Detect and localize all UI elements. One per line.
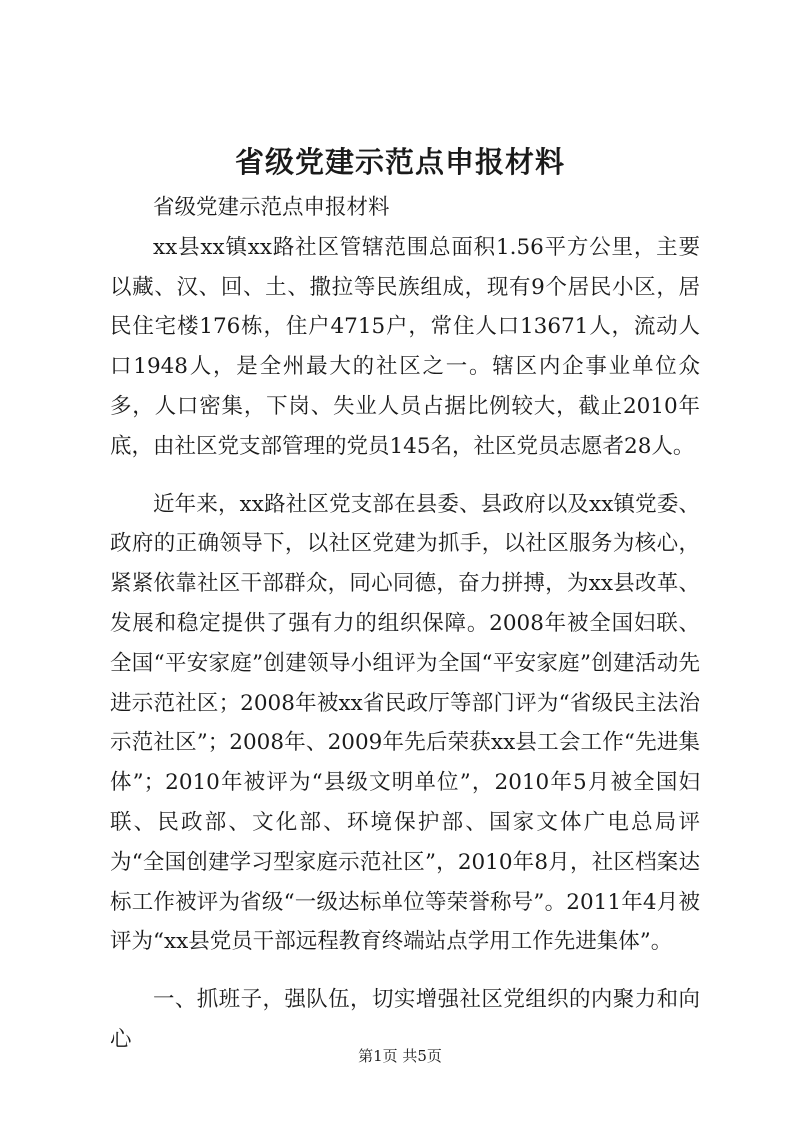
paragraph-subtitle: 省级党建示范点申报材料 [153, 195, 390, 220]
page-indicator: 第1页 共5页 [358, 1047, 442, 1065]
paragraph-achievements: 近年来，xx路社区党支部在县委、县政府以及xx镇党委、政府的正确领导下，以社区党建为抓手，以社区服务为核心，紧紧依靠社区干部群众，同心同德，奋力拼搏，为xx县改革、发展和稳定提供了强有力的组织保障。2008年被全国妇联、全国“平安家庭”创建领导小组评为全国“平安家庭”创建活动先进示范社区；2008年被xx省民政厅等部门评为“省级民主法治示范社区”；2008年、2009年先后荣获xx县工会工作“先进集体”；2010年被评为“县级文明单位”，2010年5月被全国妇联、民政部、文化部、环境保护部、国家文体广电总局评为“全国创建学习型家庭示范社区”，2010年8月，社区档案达标工作被评为省级“一级达标单位等荣誉称号”。2011年4月被评为“xx县党员干部远程教育终端站点学用工作先进集体”。 [110, 491, 700, 955]
document-body [110, 188, 700, 1060]
paragraph-section-heading: 一、抓班子，强队伍，切实增强社区党组织的内聚力和向心 [110, 987, 700, 1052]
document-title: 省级党建示范点申报材料 [234, 145, 565, 179]
paragraph-community-overview: xx县xx镇xx路社区管辖范围总面积1.56平方公里，主要以藏、汉、回、土、撒拉等民族组成，现有9个居民小区，居民住宅楼176栋，住户4715户，常住人口13671人，流动人口1948人，是全州最大的社区之一。辖区内企事业单位众多，人口密集，下岗、失业人员占据比例较大，截止2010年底，由社区党支部管理的党员145名，社区党员志愿者28人。 [110, 234, 700, 459]
